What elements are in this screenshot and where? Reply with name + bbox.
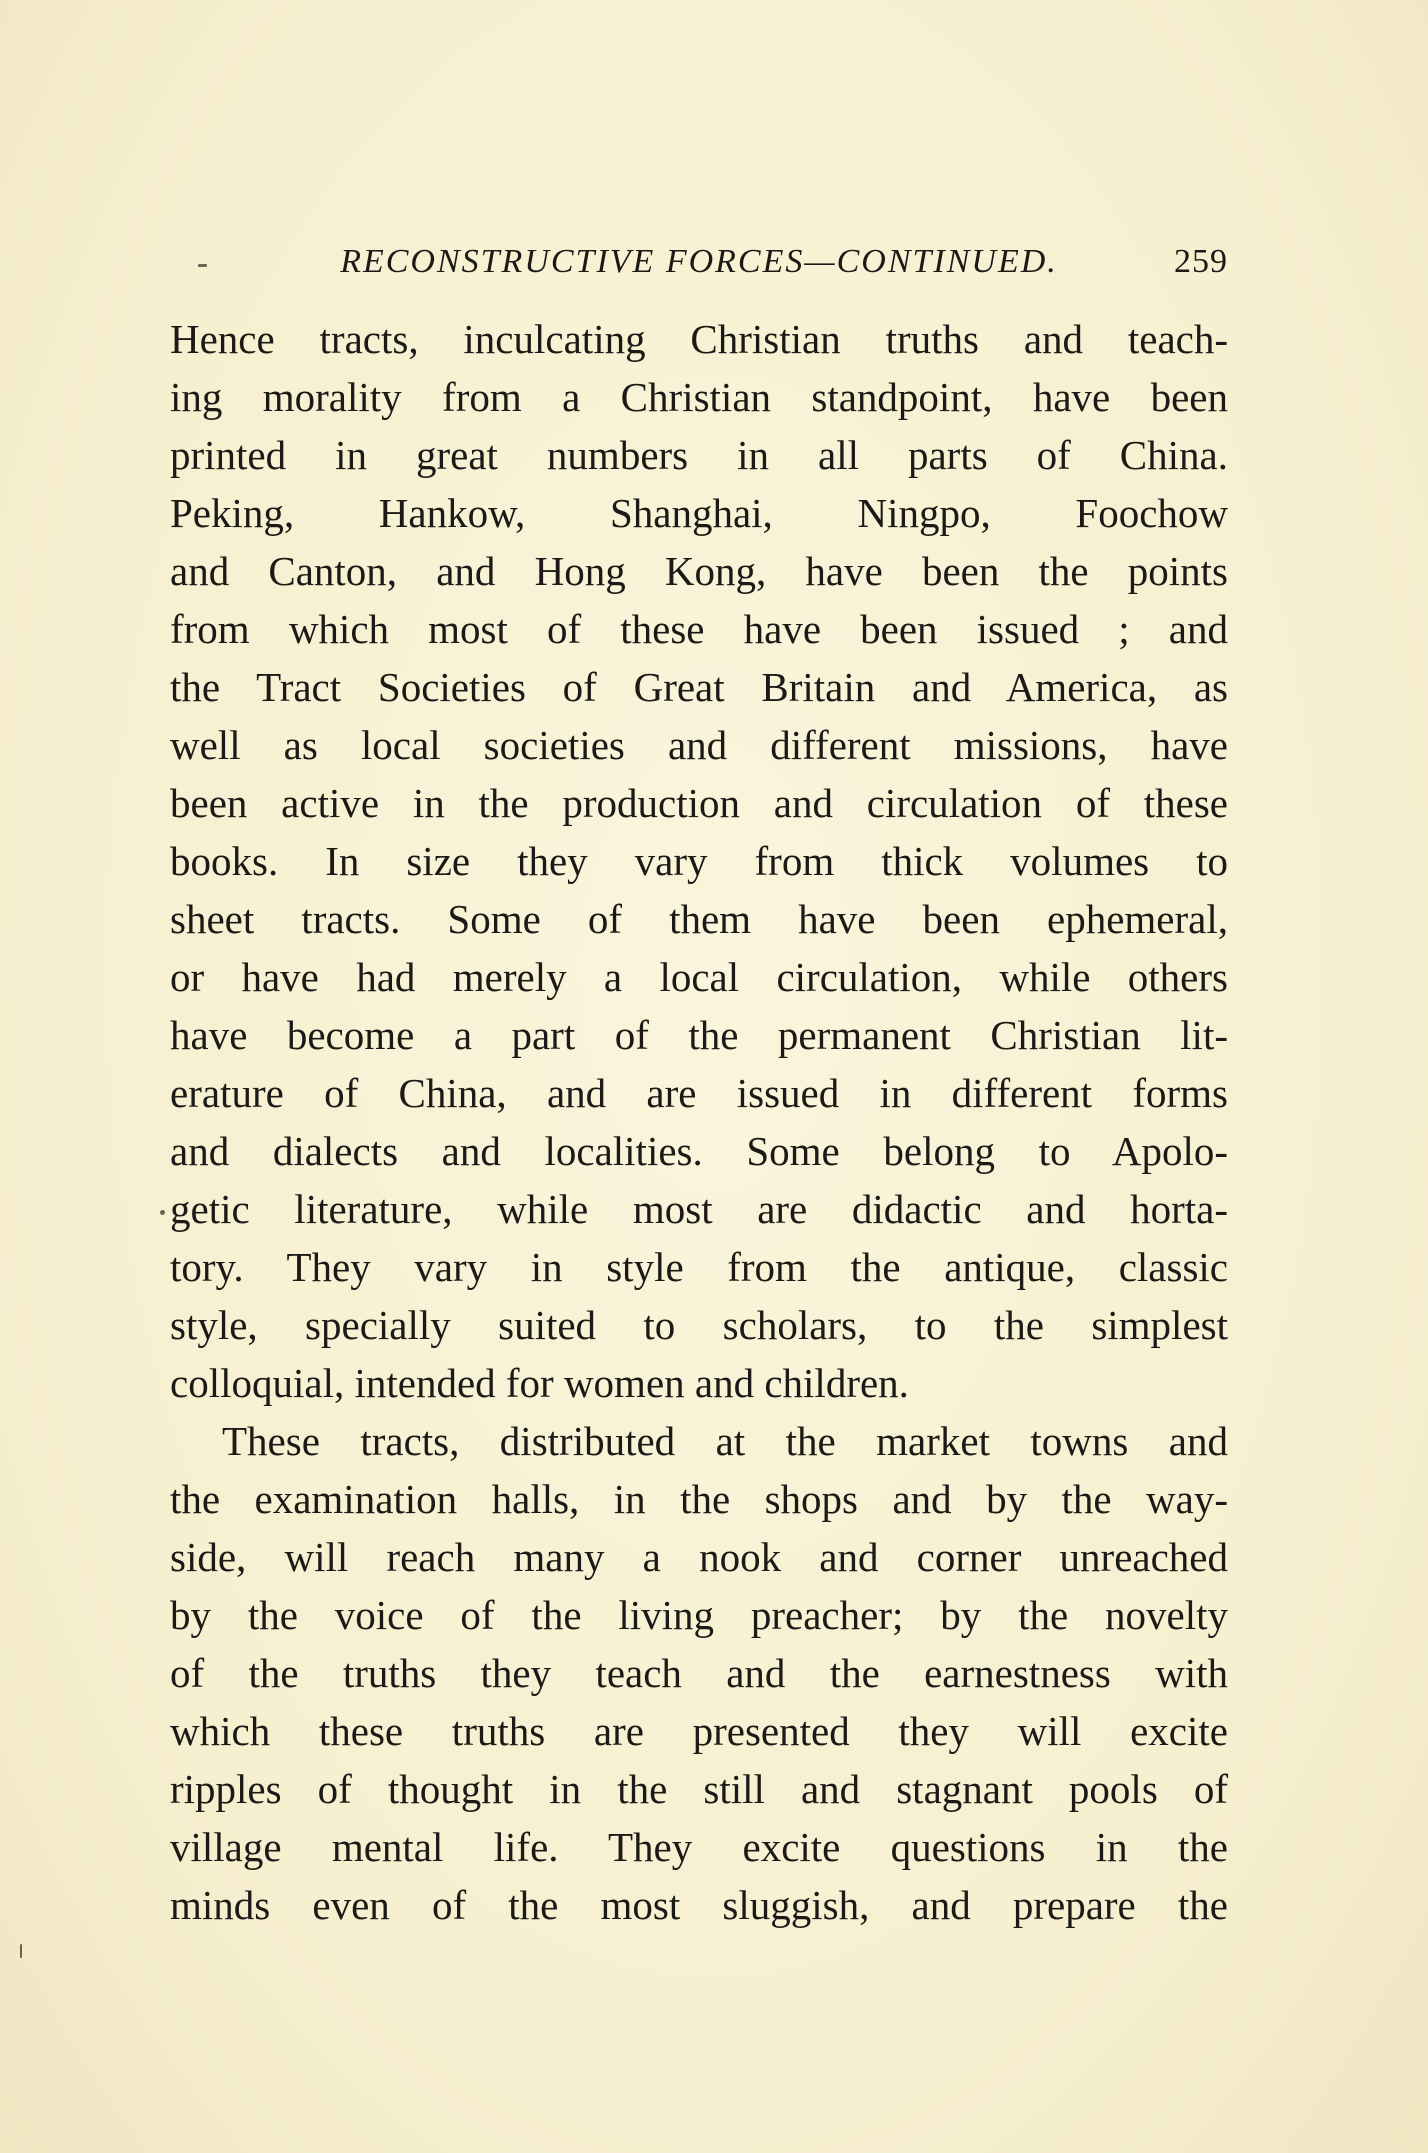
text-line: sheet tracts. Some of them have been ephemeral,: [170, 896, 1228, 942]
text-line: of the truths they teach and the earnestness with: [170, 1650, 1228, 1696]
text-line: colloquial, intended for women and children.: [170, 1360, 909, 1406]
text-line: and dialects and localities. Some belong to Apolo-: [170, 1128, 1228, 1174]
text-line: getic literature, while most are didactic and horta-: [170, 1186, 1228, 1232]
text-line: style, specially suited to scholars, to the simplest: [170, 1302, 1228, 1348]
text-line: erature of China, and are issued in different forms: [170, 1070, 1228, 1116]
text-line: ripples of thought in the still and stagnant pools of: [170, 1766, 1228, 1812]
header-dash: [198, 264, 207, 267]
text-line: books. In size they vary from thick volumes to: [170, 838, 1228, 884]
text-line: Peking, Hankow, Shanghai, Ningpo, Foochow: [170, 490, 1228, 536]
text-line: Hence tracts, inculcating Christian truths and teach-: [170, 316, 1228, 362]
margin-dot: [160, 1210, 165, 1215]
running-head: [170, 242, 1228, 282]
text-line: side, will reach many a nook and corner unreached: [170, 1534, 1228, 1580]
margin-tick: [20, 1944, 22, 1958]
page-number: 259: [1174, 243, 1228, 280]
text-line: the examination halls, in the shops and by the way-: [170, 1476, 1228, 1522]
text-line: well as local societies and different missions, have: [170, 722, 1228, 768]
running-title: RECONSTRUCTIVE FORCES—CONTINUED.: [340, 243, 1058, 280]
text-line: village mental life. They excite questions in the: [170, 1824, 1228, 1870]
text-line: or have had merely a local circulation, while others: [170, 954, 1228, 1000]
text-line: tory. They vary in style from the antique, classic: [170, 1244, 1228, 1290]
text-line: been active in the production and circulation of these: [170, 780, 1228, 826]
body-text: [170, 310, 1228, 1934]
text-line: minds even of the most sluggish, and prepare the: [170, 1882, 1228, 1928]
text-line: and Canton, and Hong Kong, have been the points: [170, 548, 1228, 594]
text-line: have become a part of the permanent Christian lit-: [170, 1012, 1228, 1058]
text-line: printed in great numbers in all parts of China.: [170, 432, 1228, 478]
text-line: by the voice of the living preacher; by the novelty: [170, 1592, 1228, 1638]
text-line: the Tract Societies of Great Britain and America, as: [170, 664, 1228, 710]
paragraph-first-line: These tracts, distributed at the market towns and: [222, 1418, 1228, 1464]
text-line: ing morality from a Christian standpoint, have been: [170, 374, 1228, 420]
text-line: from which most of these have been issued ; and: [170, 606, 1228, 652]
text-line: which these truths are presented they will excite: [170, 1708, 1228, 1754]
